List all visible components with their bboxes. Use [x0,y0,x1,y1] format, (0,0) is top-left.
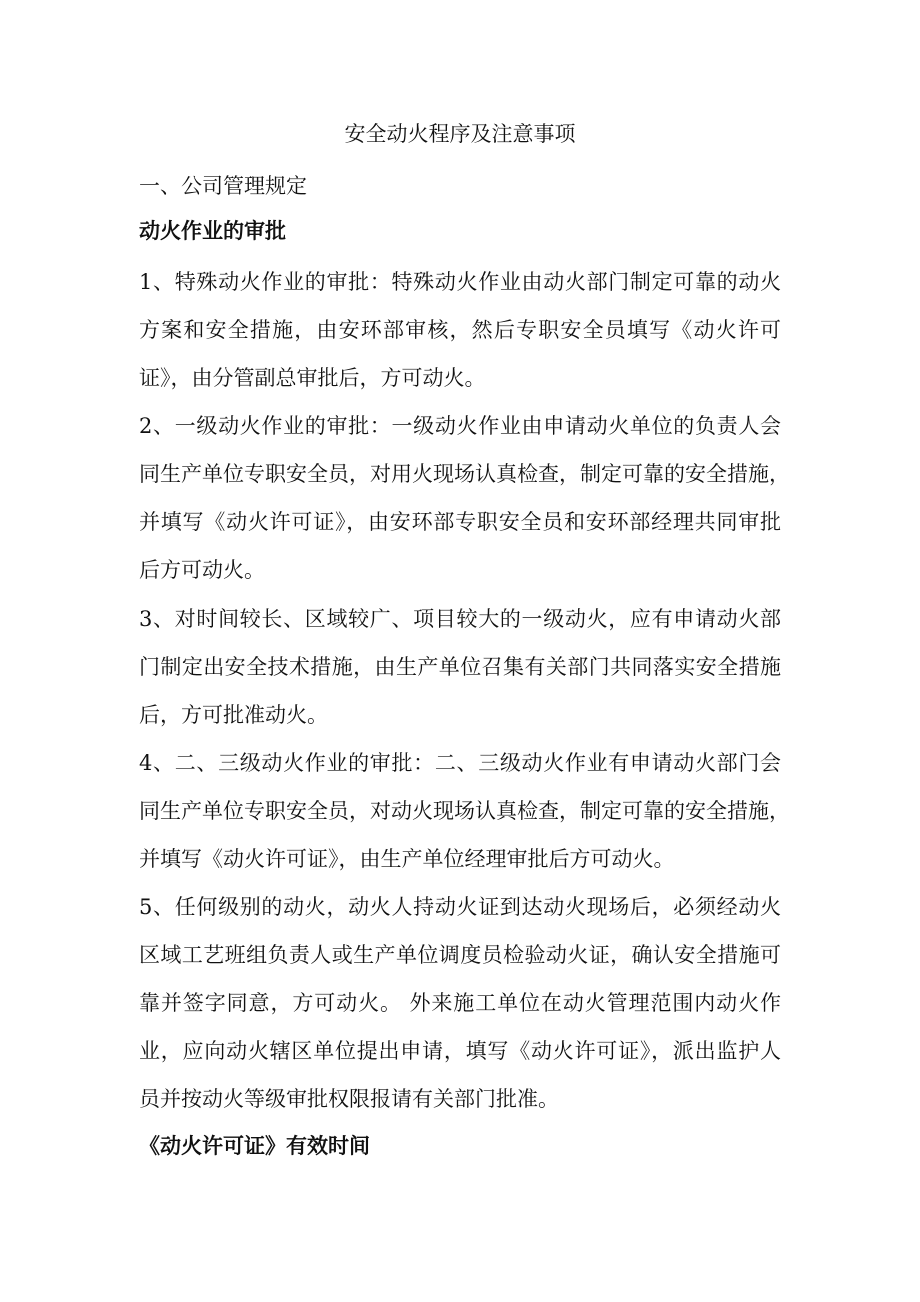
paragraph-5 [139,883,781,1123]
paragraph-line: 方案和安全措施，由安环部审核，然后专职安全员填写《动火许可 [139,318,781,342]
subheading-permit-validity: 《动火许可证》有效时间 [139,1134,370,1158]
paragraph-line: 并填写《动火许可证》，由生产单位经理审批后方可动火。 [139,847,675,871]
paragraph-4 [139,739,790,883]
paragraph-line: 证》，由分管副总审批后，方可动火。 [139,366,486,390]
document-title: 安全动火程序及注意事项 [344,122,576,146]
paragraph-line: 靠并签字同意，方可动火。 外来施工单位在动火管理范围内动火作 [139,991,781,1015]
paragraph-line: 后，方可批准动火。 [139,703,328,727]
paragraph-line: 4、二、三级动火作业的审批：二、三级动火作业有申请动火部门会 [139,751,781,775]
paragraph-line: 业，应向动火辖区单位提出申请，填写《动火许可证》，派出监护人 [139,1039,781,1063]
paragraph-line: 2、一级动火作业的审批：一级动火作业由申请动火单位的负责人会 [139,414,781,438]
paragraph-line: 5、任何级别的动火，动火人持动火证到达动火现场后，必须经动火 [139,895,781,919]
paragraph-1 [139,258,781,402]
paragraph-line: 3、对时间较长、区域较广、项目较大的一级动火，应有申请动火部 [139,607,781,631]
paragraph-line: 员并按动火等级审批权限报请有关部门批准。 [139,1087,559,1111]
paragraph-3 [139,595,781,739]
section-heading: 一、公司管理规定 [139,174,307,198]
paragraph-line: 后方可动火。 [139,558,265,582]
subheading-approval: 动火作业的审批 [139,219,286,243]
paragraph-2 [139,402,790,594]
paragraph-line: 门制定出安全技术措施，由生产单位召集有关部门共同落实安全措施 [139,655,781,679]
paragraph-line: 同生产单位专职安全员，对用火现场认真检查，制定可靠的安全措施， [139,462,790,486]
paragraph-line: 同生产单位专职安全员，对动火现场认真检查，制定可靠的安全措施， [139,799,790,823]
paragraph-line: 1、特殊动火作业的审批：特殊动火作业由动火部门制定可靠的动火 [139,270,781,294]
paragraph-line: 区域工艺班组负责人或生产单位调度员检验动火证，确认安全措施可 [139,943,781,967]
paragraph-line: 并填写《动火许可证》，由安环部专职安全员和安环部经理共同审批 [139,510,781,534]
